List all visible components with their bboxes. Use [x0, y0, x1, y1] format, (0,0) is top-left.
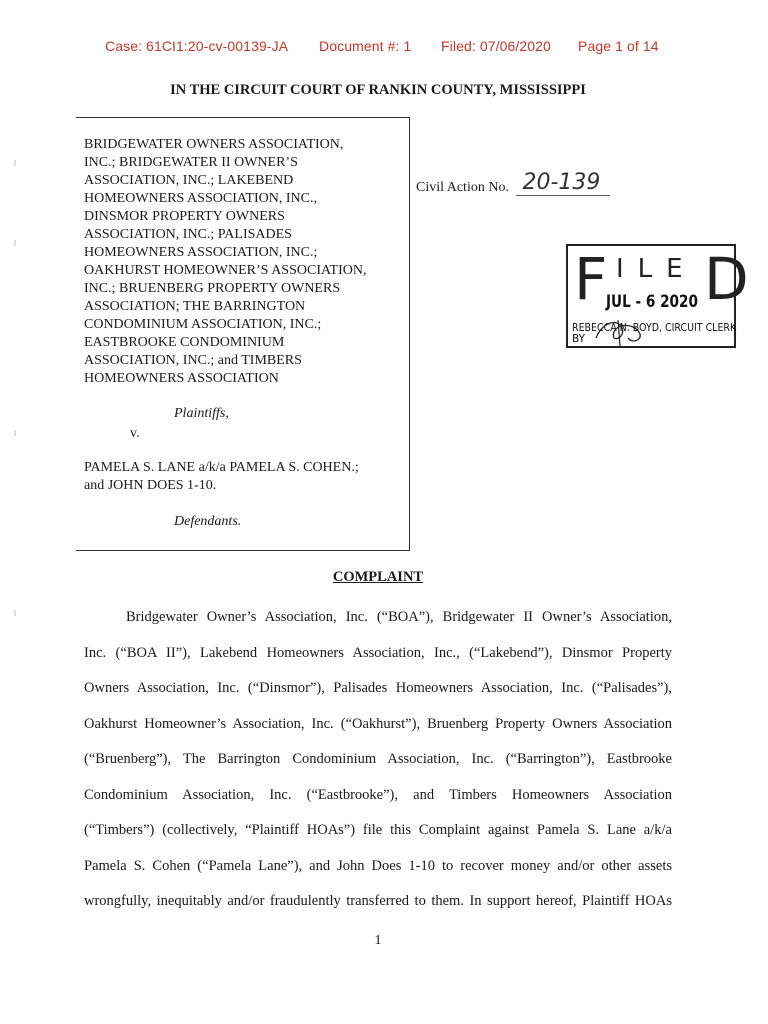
document-number-label: Document #: 1	[319, 38, 412, 54]
plaintiff-line: ASSOCIATION; THE BARRINGTON	[84, 299, 306, 314]
complaint-title: COMPLAINT	[332, 569, 424, 585]
plaintiff-line: BRIDGEWATER OWNERS ASSOCIATION,	[84, 137, 344, 152]
filed-date-label: Filed: 07/06/2020	[441, 38, 551, 54]
plaintiff-line: ASSOCIATION, INC.; LAKEBEND	[84, 173, 294, 188]
plaintiff-line: HOMEOWNERS ASSOCIATION, INC.,	[84, 191, 317, 206]
scan-margin-marks	[14, 160, 16, 620]
page-number: 1	[374, 933, 382, 948]
body-line: wrongfully, inequitably and/or fraudulently transferred to them. In support hereof, Plaintiff HOAs	[84, 893, 672, 909]
plaintiff-line: INC.; BRUENBERG PROPERTY OWNERS	[84, 281, 341, 296]
complaint-body	[84, 600, 672, 920]
plaintiff-line: CONDOMINIUM ASSOCIATION, INC.;	[84, 317, 322, 332]
handwritten-case-number: 20-139	[516, 170, 610, 196]
page-count-label: Page 1 of 14	[578, 38, 659, 54]
plaintiff-line: HOMEOWNERS ASSOCIATION, INC.;	[84, 245, 318, 260]
plaintiff-line: ASSOCIATION, INC.; and TIMBERS	[84, 353, 302, 368]
plaintiffs-label: Plaintiffs,	[174, 406, 229, 421]
stamp-letters-ile: ILE	[616, 254, 697, 284]
plaintiff-line: ASSOCIATION, INC.; PALISADES	[84, 227, 292, 242]
stamp-date: JUL - 6 2020	[606, 292, 698, 312]
filed-stamp	[566, 244, 749, 348]
plaintiff-parties	[84, 136, 404, 388]
case-number-label: Case: 61CI1:20-cv-00139-JA	[105, 38, 289, 54]
clerk-signature-icon	[588, 314, 658, 348]
plaintiff-line: DINSMOR PROPERTY OWNERS	[84, 209, 285, 224]
body-line: (“Bruenberg”), The Barrington Condominium Association, Inc. (“Barrington”), Eastbrooke	[84, 751, 672, 767]
body-line: Oakhurst Homeowner’s Association, Inc. (“Oakhurst”), Bruenberg Property Owners Association	[84, 715, 672, 732]
body-line: Pamela S. Cohen (“Pamela Lane”), and John Does 1-10 to recover money and/or other assets	[84, 857, 672, 874]
stamp-letter-d: D	[704, 245, 749, 313]
plaintiff-line: OAKHURST HOMEOWNER’S ASSOCIATION,	[84, 263, 367, 278]
plaintiff-line: EASTBROOKE CONDOMINIUM	[84, 335, 285, 350]
defendant-parties	[84, 459, 404, 495]
versus-label: v.	[130, 426, 140, 441]
court-title: IN THE CIRCUIT COURT OF RANKIN COUNTY, MISSISSIPPI	[170, 82, 586, 98]
stamp-by: BY	[572, 333, 586, 345]
body-line: (“Timbers”) (collectively, “Plaintiff HOAs”) file this Complaint against Pamela S. Lane a/k/a	[84, 822, 672, 838]
body-line: Inc. (“BOA II”), Lakebend Homeowners Association, Inc., (“Lakebend”), Dinsmor Property	[84, 644, 672, 661]
stamp-letter-f: F	[574, 245, 608, 313]
body-line: Owners Association, Inc. (“Dinsmor”), Palisades Homeowners Association, Inc. (“Palisades”),	[84, 680, 672, 696]
defendant-line: and JOHN DOES 1-10.	[84, 478, 217, 493]
defendant-line: PAMELA S. LANE a/k/a PAMELA S. COHEN.;	[84, 460, 359, 475]
plaintiff-line: HOMEOWNERS ASSOCIATION	[84, 371, 279, 386]
plaintiff-line: INC.; BRIDGEWATER II OWNER’S	[84, 155, 298, 170]
defendants-label: Defendants.	[174, 514, 242, 529]
civil-action-label: Civil Action No.	[416, 180, 509, 195]
body-line: Bridgewater Owner’s Association, Inc. (“BOA”), Bridgewater II Owner’s Association,	[126, 609, 672, 625]
civil-action	[416, 172, 610, 198]
body-line: Condominium Association, Inc. (“Eastbrooke”), and Timbers Homeowners Association	[84, 786, 672, 803]
stamp-clerk: REBECCA N. BOYD, CIRCUIT CLERK	[572, 322, 737, 334]
